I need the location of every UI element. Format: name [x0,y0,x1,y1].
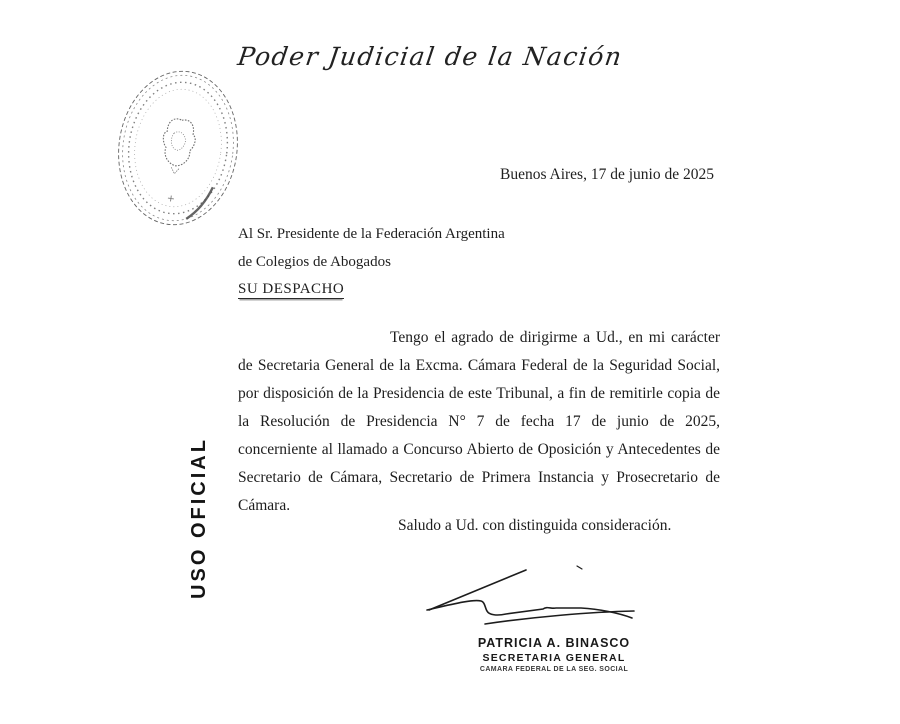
body-line-1: Tengo el agrado de dirigirme a Ud., en mi carácter [390,329,720,346]
signature-icon [423,561,641,631]
body-line-4: la Resolución de Presidencia N° 7 de fecha 17 de junio de 2025, [238,413,720,430]
body-line-7: Cámara. [238,497,291,514]
closing-line: Saludo a Ud. con distinguida consideración. [398,517,672,534]
addressee-despacho: SU DESPACHO [238,281,345,297]
signature-underline-stroke [485,611,634,624]
signature-diagonal-stroke [429,570,526,610]
addressee-line-1: Al Sr. Presidente de la Federación Argentina [238,226,505,242]
seal-emblem-tail [170,167,179,174]
signature-stamp-block [464,636,644,673]
body-line-3: por disposición de la Presidencia de este Tribunal, a fin de remitirle copia de [238,385,720,402]
seal-outer-ring-2 [113,68,242,228]
seal-emblem [160,117,198,168]
signature-tick [577,566,582,569]
signer-org: CAMARA FEDERAL DE LA SEG. SOCIAL [479,666,629,673]
seal-dark-arc [186,184,213,222]
body-line-5: concerniente al llamado a Concurso Abierto de Oposición y Antecedentes de [238,441,720,458]
uso-oficial-label: USO OFICIAL [188,437,210,599]
addressee-line-2: de Colegios de Abogados [238,253,391,270]
date-line: Buenos Aires, 17 de junio de 2025 [500,166,714,183]
signer-name: PATRICIA A. BINASCO [477,636,631,650]
signer-title: SECRETARIA GENERAL [482,652,626,664]
seal-inner-ring [127,84,229,213]
letterhead-title: Poder Judicial de la Nación [235,42,625,71]
official-seal-icon [106,64,250,232]
addressee-block [238,221,505,304]
body-line-6: Secretario de Cámara, Secretario de Primera Instancia y Prosecretario de [238,469,720,486]
seal-bottom-mark [168,195,175,202]
signature-main-stroke [427,601,632,618]
body-line-2: de Secretaria General de la Excma. Cámara Federal de la Seguridad Social, [238,357,720,374]
seal-emblem-detail [170,131,186,151]
seal-text-ring [120,76,235,220]
